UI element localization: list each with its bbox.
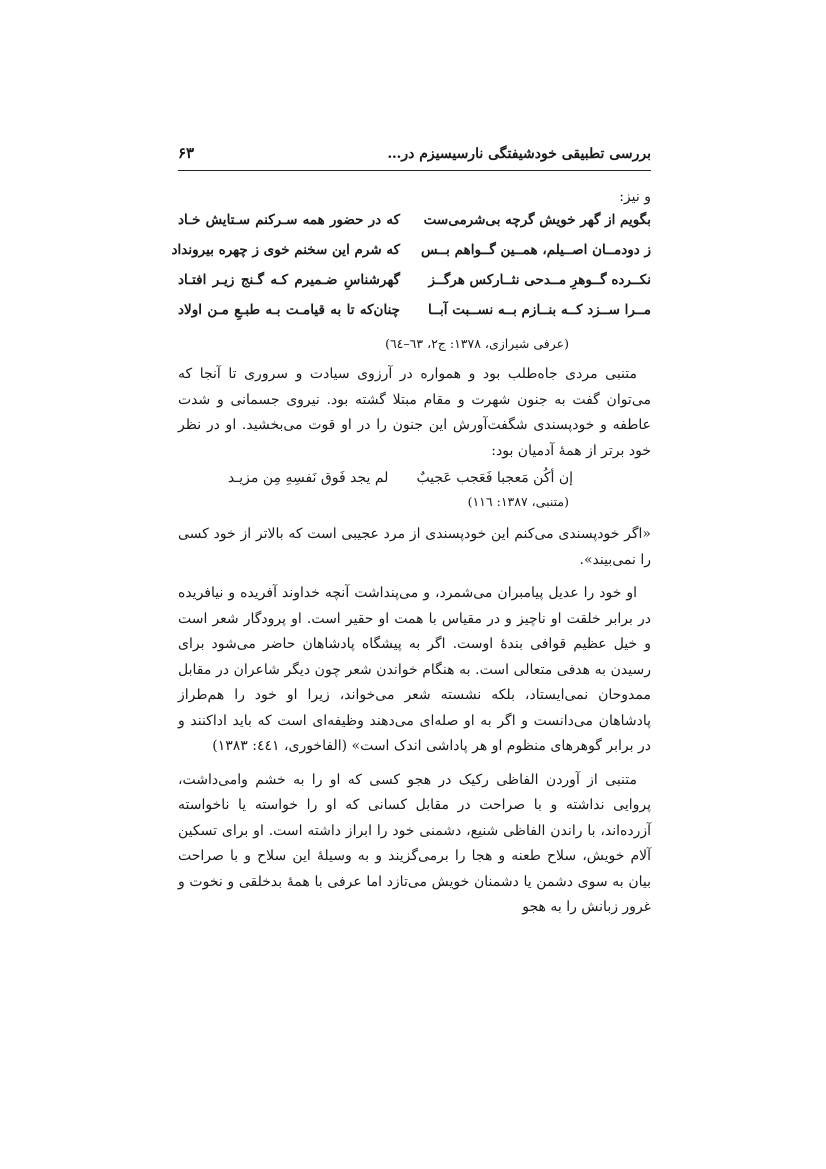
verse-second-hemistich: که شرم این سخنم خوی ز چهره بیرونداد <box>171 242 400 258</box>
running-title: بررسی تطبیقی خودشیفتگی نارسیسیزم در… <box>387 146 651 162</box>
verse-second-hemistich: چنان‌که تا به قیامـت بـه طبـعِ مـن اولاد <box>178 302 400 318</box>
citation-urfi: (عرفی شیرازی، ۱۳۷۸: ج۲، ٦٣–٦٤) <box>385 336 569 351</box>
arabic-verse-first: إن أکُن مَعجبا فَعَجب عَجیبٌ <box>416 470 573 486</box>
poem-verse <box>178 302 651 332</box>
verse-second-hemistich: گهرشناسِ ضـمیرم کـه گـنج زیـر افتـاد <box>178 272 400 288</box>
page-number: ۶۳ <box>178 144 195 162</box>
verse-first-hemistich: نکــرده گــوهرِ مــدحی نثــارکس هرگــز <box>428 272 651 288</box>
page-body <box>171 186 651 921</box>
citation-mutanabbi: (متنبی، ۱۳۸۷: ۱۱٦) <box>467 494 569 509</box>
arabic-verse-second: لم یجد فَوق نَفسِهِ مِن مزیـد <box>227 470 389 486</box>
poem-verse <box>171 242 651 272</box>
verse-first-hemistich: بگویم از گهر خویش گرچه بی‌شرمی‌ست <box>423 212 651 228</box>
persian-poem <box>171 212 651 332</box>
paragraph-prophets: او خود را عدیل پیامبران می‌شمرد، و می‌پنداشت آنچه خداوند آفریده و نیافریده در برابر خلقت او ناچیز و در مقیاس با همت او حقیر است. او پرودگار شعر است و خیل عظیم قوافی بندهٔ اوست. اگر به پیشگاه پادشاهان حاضر می‌شود برای رسیدن به هدفی متعالی است. به هنگام خواندن شعر چون دیگر شاعران در مقابل ممدوحان نمی‌ایستاد، بلکه نشسته شعر می‌خواند، زیرا او خود را هم‌طراز پادشاهان می‌دانست و اگر به او صله‌ای می‌دهند وظیفه‌ای است که باید اداکنند و در برابر گوهرهای منظوم او هر پاداشی اندک است» (الفاخوری، ٤٤١: ۱۳۸۳) <box>178 585 651 754</box>
paragraph-satire: متنبی از آوردن الفاظی رکیک در هجو کسی که او را به خشم وامی‌داشت، پروایی نداشته و با صراحت در مقابل کسانی که او را خواسته یا ناخواسته آزرده‌اند، با راندن الفاظی شنیع، دشمنی خود را ابراز داشته است. او برای تسکین آلام خویش، سلاح طعنه و هجا را برمی‌گزیند و به وسیلهٔ این سلاح و با صراحت بیان به سوی دشمن یا دشمنان خویش می‌تازد اما عرفی با همهٔ بدخلقی و نخوت و غرور زبانش را به هجو <box>178 771 651 915</box>
poem-verse <box>178 212 651 242</box>
running-header <box>178 140 651 171</box>
verse-first-hemistich: ز دودمــان اصــیلم، همــین گــواهم بــس <box>421 242 651 258</box>
paragraph-mutanabbi-ambition: متنبی مردی جاه‌طلب بود و همواره در آرزوی سیادت و سروری تا آنجا که می‌توان گفت به جنون شهرت و مقام مبتلا گشته بود. نیروی جسمانی و شدت عاطفه و خودپسندی شگفت‌آورش این جنون را در او قوت می‌بخشید. او در نظر خود برتر از همهٔ آدمیان بود: <box>178 366 651 459</box>
intro-text: و نیز: <box>619 189 651 205</box>
arabic-verse <box>178 466 651 490</box>
poem-verse <box>178 272 651 302</box>
verse-second-hemistich: که در حضور همه سـرکنم سـتایش خـاد <box>178 212 400 228</box>
paragraph-translation: «اگر خودپسندی می‌کنم این خودپسندی از مرد عجیبی است که بالاتر از خود کسی را نمی‌بیند». <box>178 526 651 568</box>
verse-first-hemistich: مــرا ســزد کــه بنــازم بــه نســبت آبــا <box>427 302 651 318</box>
